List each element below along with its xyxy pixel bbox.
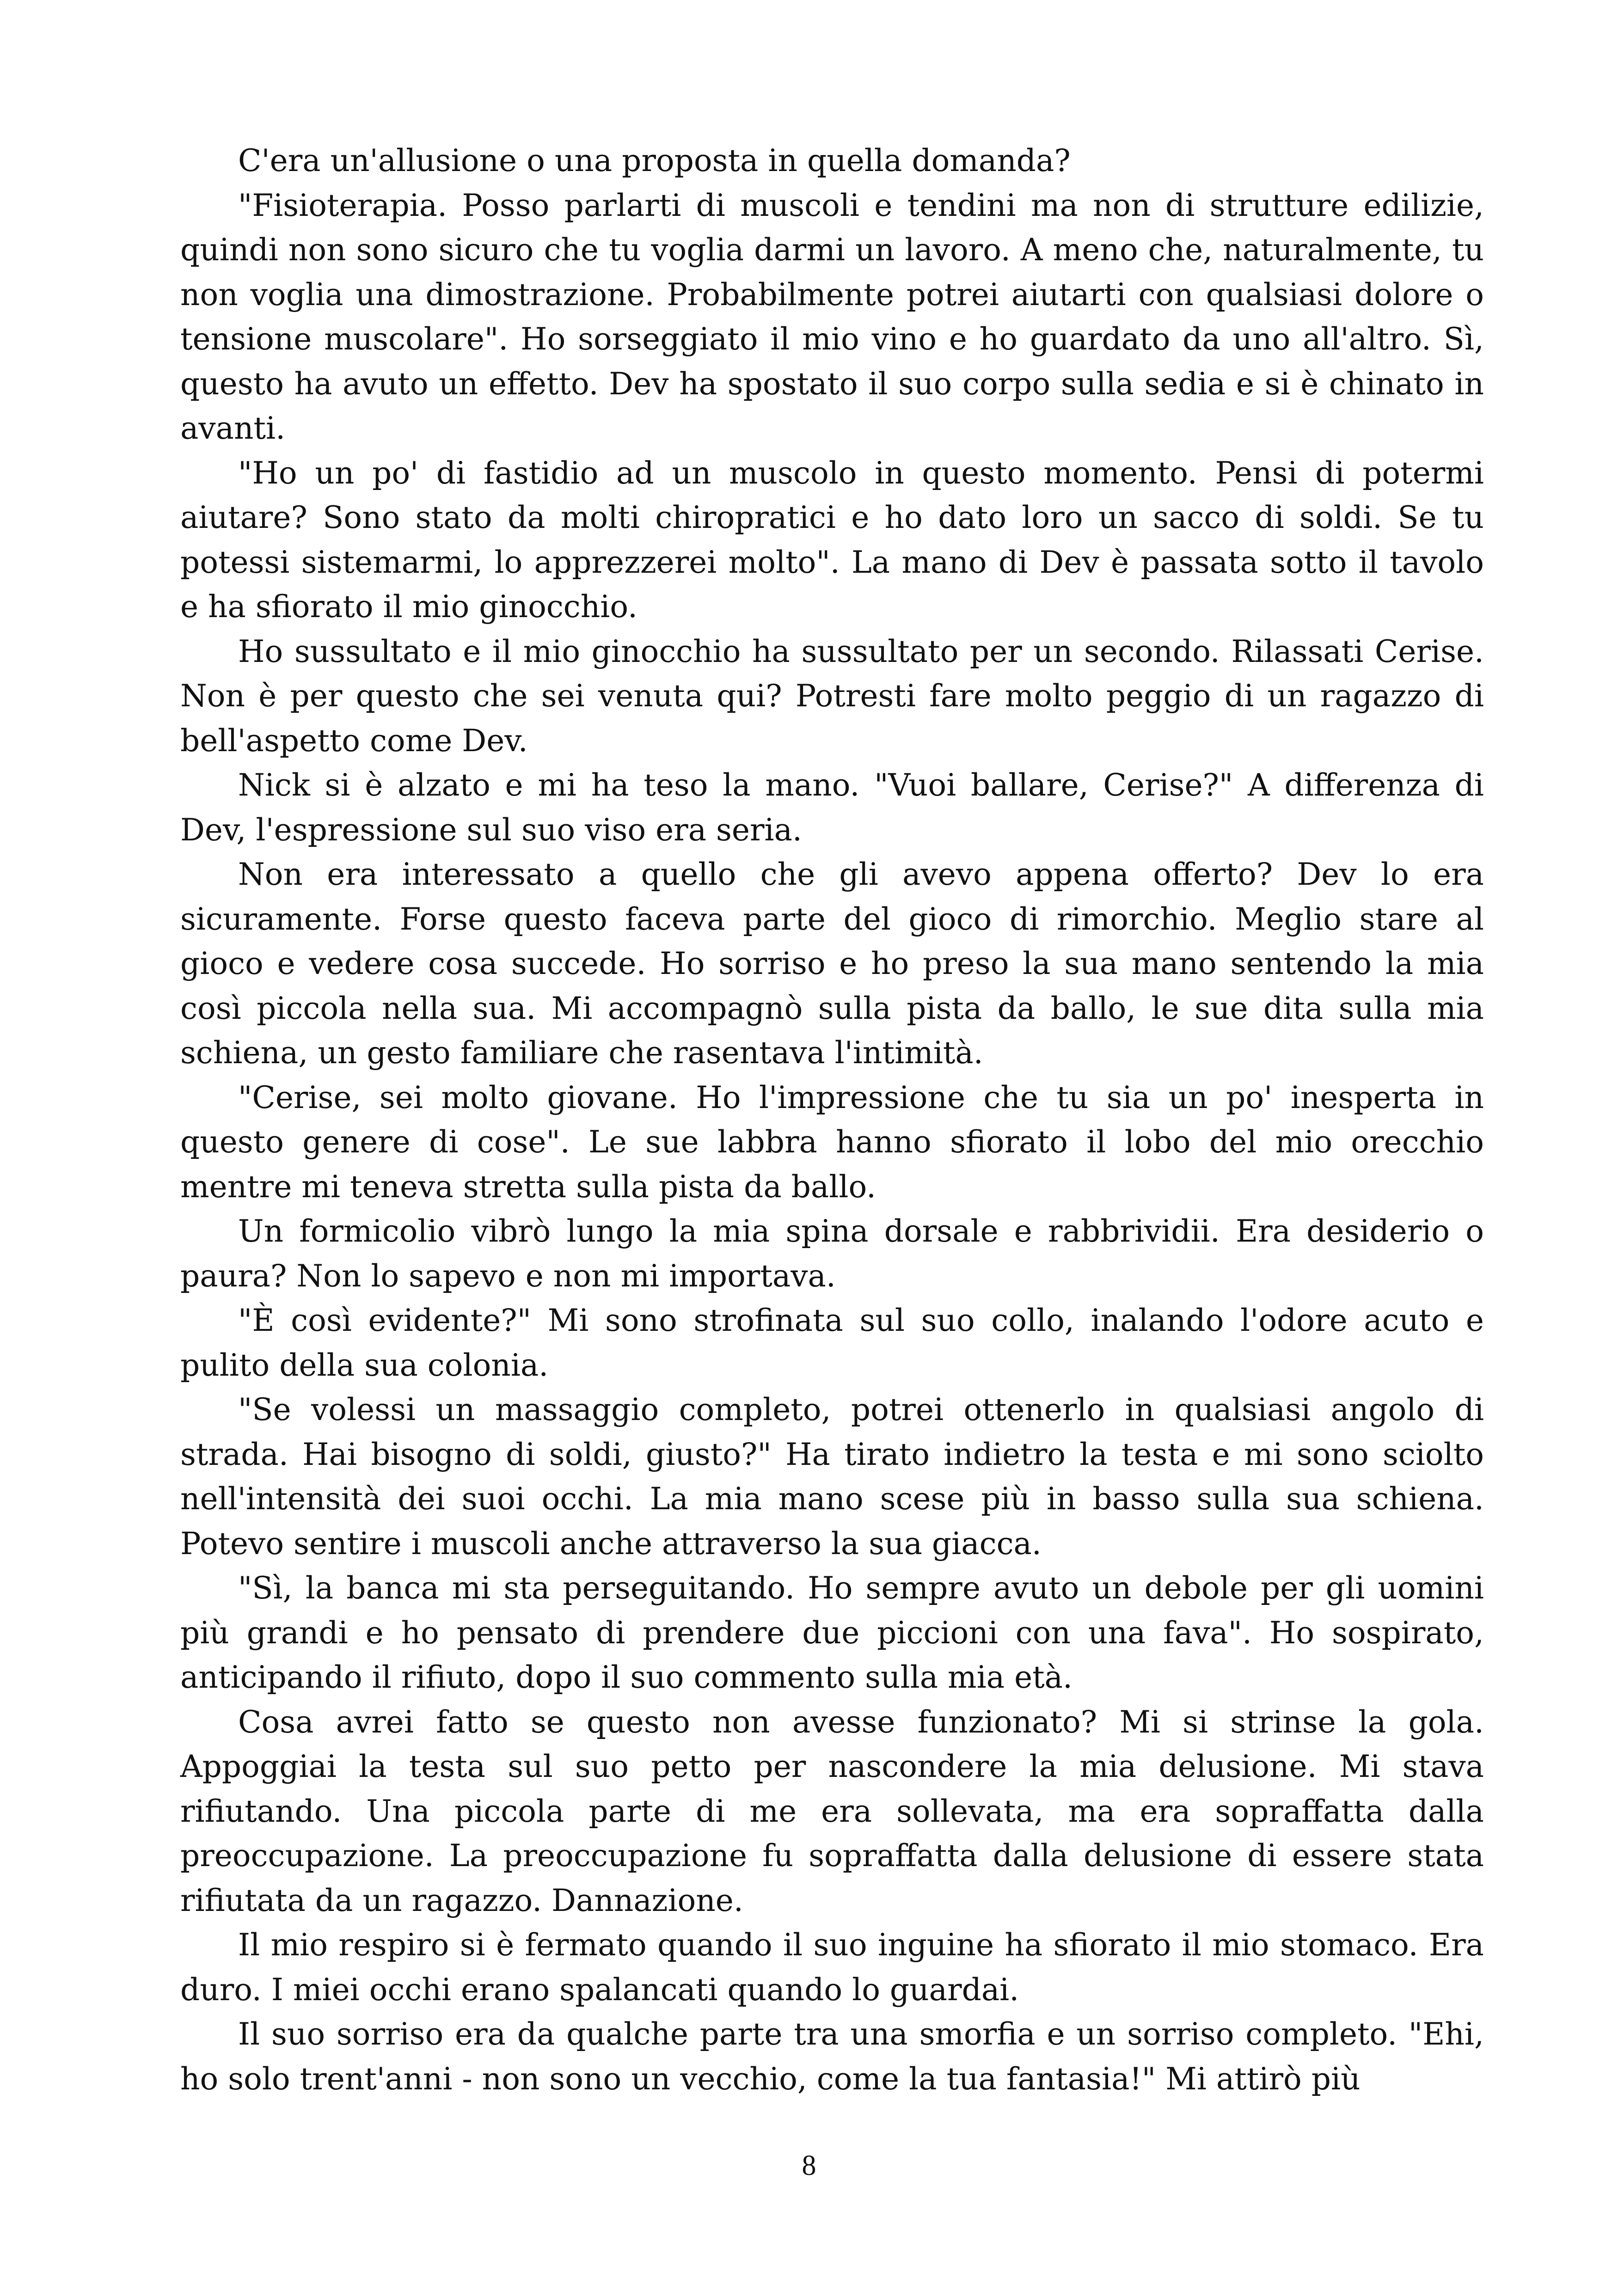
paragraph-7: "Cerise, sei molto giovane. Ho l'impressione che tu sia un po' inesperta in questo genere di cose". Le sue labbra hanno sfiorato il lobo del mio orecchio mentre mi teneva stretta sulla pista da ballo. — [180, 1079, 1484, 1205]
paragraph-1: C'era un'allusione o una proposta in quella domanda? — [238, 143, 1071, 178]
paragraph-12: Cosa avrei fatto se questo non avesse funzionato? Mi si strinse la gola. Appoggiai la testa sul suo petto per nascondere la mia delusione. Mi stava rifiutando. Una piccola parte di me era sollevata, ma era sopraffatta dalla preoccupazione. La preoccupazione fu sopraffatta dalla delusione di essere stata rifiutata da un ragazzo. Dannazione. — [180, 1704, 1484, 1918]
paragraph-13: Il mio respiro si è fermato quando il suo inguine ha sfiorato il mio stomaco. Era duro. I miei occhi erano spalancati quando lo guardai. — [180, 1927, 1484, 2008]
paragraph-8: Un formicolio vibrò lungo la mia spina dorsale e rabbrividii. Era desiderio o paura? Non lo sapevo e non mi importava. — [180, 1213, 1484, 1294]
paragraph-14: Il suo sorriso era da qualche parte tra una smorfia e un sorriso completo. "Ehi, ho solo trent'anni - non sono un vecchio, come la tua fantasia!" Mi attirò più — [180, 2016, 1484, 2097]
paragraph-2: "Fisioterapia. Posso parlarti di muscoli e tendini ma non di strutture edilizie, quindi non sono sicuro che tu voglia darmi un lavoro. A meno che, naturalmente, tu non voglia una dimostrazione. Probabilmente potrei aiutarti con qualsiasi dolore o tensione muscolare". Ho sorseggiato il mio vino e ho guardato da uno all'altro. Sì, questo ha avuto un effetto. Dev ha spostato il suo corpo sulla sedia e si è chinato in avanti. — [180, 187, 1484, 446]
page-number: 8 — [802, 2150, 816, 2181]
paragraph-10: "Se volessi un massaggio completo, potrei ottenerlo in qualsiasi angolo di strada. Hai bisogno di soldi, giusto?" Ha tirato indietro la testa e mi sono sciolto nell'intensità dei suoi occhi. La mia mano scese più in basso sulla sua schiena. Potevo sentire i muscoli anche attraverso la sua giacca. — [180, 1392, 1484, 1561]
paragraph-9: "È così evidente?" Mi sono strofinata sul suo collo, inalando l'odore acuto e pulito della sua colonia. — [180, 1303, 1484, 1383]
paragraph-5: Nick si è alzato e mi ha teso la mano. "Vuoi ballare, Cerise?" A differenza di Dev, l'espressione sul suo viso era seria. — [180, 767, 1484, 848]
paragraph-11: "Sì, la banca mi sta perseguitando. Ho sempre avuto un debole per gli uomini più grandi e ho pensato di prendere due piccioni con una fava". Ho sospirato, anticipando il rifiuto, dopo il suo commento sulla mia età. — [180, 1570, 1484, 1695]
body-text — [180, 139, 1484, 2101]
paragraph-3: "Ho un po' di fastidio ad un muscolo in questo momento. Pensi di potermi aiutare? Sono stato da molti chiropratici e ho dato loro un sacco di soldi. Se tu potessi sistemarmi, lo apprezzerei molto". La mano di Dev è passata sotto il tavolo e ha sfiorato il mio ginocchio. — [180, 455, 1484, 625]
paragraph-4: Ho sussultato e il mio ginocchio ha sussultato per un secondo. Rilassati Cerise. Non è per questo che sei venuta qui? Potresti fare molto peggio di un ragazzo di bell'aspetto come Dev. — [180, 633, 1484, 759]
paragraph-6: Non era interessato a quello che gli avevo appena offerto? Dev lo era sicuramente. Forse questo faceva parte del gioco di rimorchio. Meglio stare al gioco e vedere cosa succede. Ho sorriso e ho preso la sua mano sentendo la mia così piccola nella sua. Mi accompagnò sulla pista da ballo, le sue dita sulla mia schiena, un gesto familiare che rasentava l'intimità. — [180, 857, 1484, 1071]
